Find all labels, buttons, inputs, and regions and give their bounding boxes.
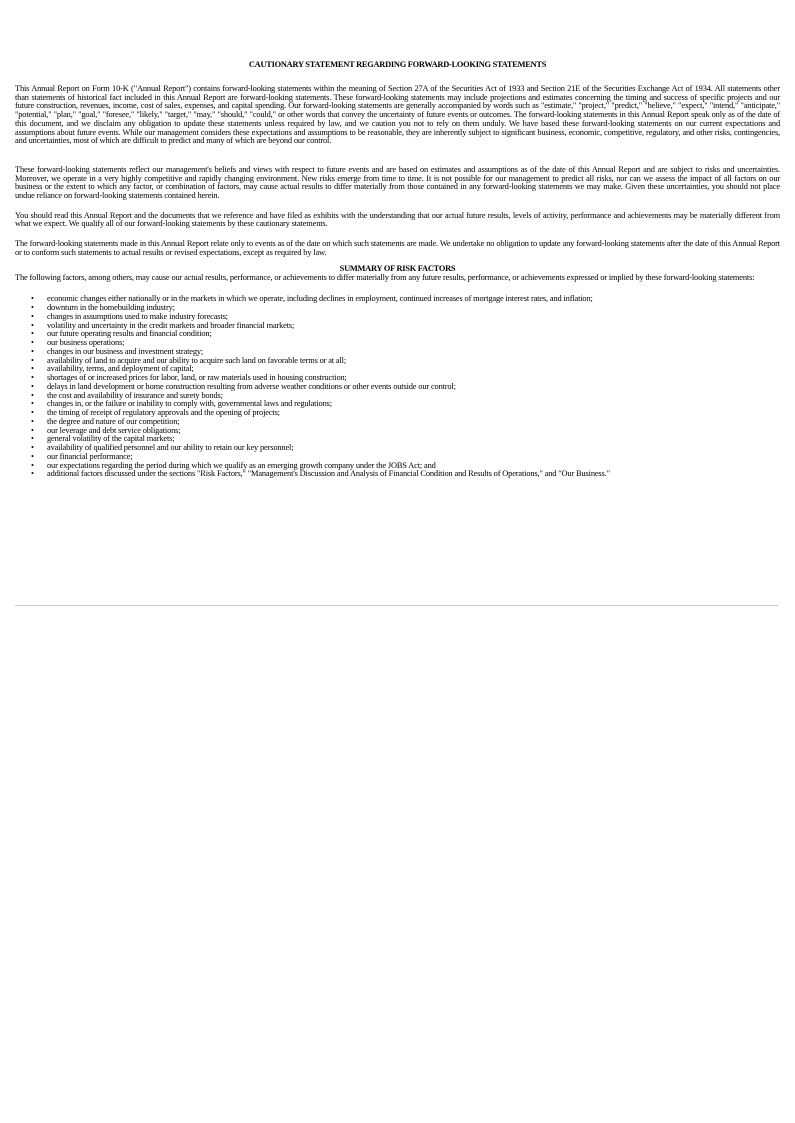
bullet-icon: •: [31, 443, 34, 452]
bullet-icon: •: [31, 373, 34, 382]
bullet-icon: •: [31, 399, 34, 409]
bullet-icon: •: [31, 320, 34, 330]
paragraph-read-annual-report: You should read this Annual Report and the documents that we reference and have filed as exhibits with the understanding that our actual future results, levels of activity, performance and achievements may be materially different from what we expect. We qualify all of our forward-looking statements by these cautionary statements.: [15, 210, 780, 229]
risk-factor-text: availability of qualified personnel and our ability to retain our key personnel;: [47, 443, 294, 452]
risk-factor-text: shortages of or increased prices for labor, land, or raw materials used in housing construction;: [47, 373, 347, 382]
page-title: CAUTIONARY STATEMENT REGARDING FORWARD-LOOKING STATEMENTS: [248, 60, 547, 69]
risk-factor-text: the degree and nature of our competition;: [47, 416, 180, 426]
bullet-icon: •: [31, 364, 34, 374]
risk-factor-text: availability, terms, and deployment of capital;: [47, 364, 194, 374]
risk-summary-intro: The following factors, among others, may cause our actual results, performance, or achievements to differ materially from any future results, performance, or achievements expressed or implied by these forward-looking statements:: [15, 272, 755, 282]
bullet-icon: •: [31, 303, 34, 312]
risk-factor-text: availability of land to acquire and our ability to acquire such land on favorable terms or at all;: [47, 355, 347, 365]
bullet-icon: •: [31, 425, 34, 435]
bullet-icon: •: [31, 329, 34, 339]
risk-factor-text: our business operations;: [47, 338, 125, 347]
risk-factor-text: changes in, or the failure or inability to comply with, governmental laws and regulations;: [47, 399, 332, 409]
risk-factor-text: additional factors discussed under the sections "Risk Factors," "Management's Discussion and Analysis of Financial Condition and Results of Operations," and "Our Business.": [47, 469, 610, 479]
risk-summary-heading: SUMMARY OF RISK FACTORS: [339, 263, 456, 273]
bullet-icon: •: [31, 451, 34, 461]
paragraph-no-obligation: The forward-looking statements made in this Annual Report relate only to events as of the date on which such statements are made. We undertake no obligation to update any forward-looking statements after the date of this Annual Report or to conform such statements to actual results or revised expectations, except as required by law.: [15, 239, 780, 257]
risk-factor-item: [15, 330, 780, 339]
risk-factor-text: general volatility of the capital markets;: [47, 434, 175, 444]
bullet-icon: •: [31, 311, 34, 321]
bullet-icon: •: [31, 355, 34, 365]
risk-factor-text: changes in assumptions used to make industry forecasts;: [47, 311, 228, 321]
risk-factor-list: [15, 295, 780, 479]
paragraph-management-beliefs: These forward-looking statements reflect our management's beliefs and views with respect to future events and are based on estimates and assumptions as of the date of this Annual Report and are subject to risks and uncertainties. Moreover, we operate in a very highly competitive and rapidly changing environment. New risks emerge from time to time. It is not possible for our management to predict all risks, nor can we assess the impact of all factors on our business or the extent to which any factor, or combination of factors, may cause actual results to differ materially from those contained in any forward-looking statements we may make. Given these uncertainties, you should not place undue reliance on forward-looking statements contained herein.: [15, 164, 780, 201]
bullet-icon: •: [31, 469, 34, 479]
risk-factor-item: [15, 470, 780, 479]
risk-factor-text: our expectations regarding the period during which we qualify as an emerging growth company under the JOBS Act; and: [47, 460, 436, 470]
risk-factor-text: the timing of receipt of regulatory approvals and the opening of projects;: [47, 408, 280, 417]
document-page: [15, 60, 780, 479]
risk-factor-text: our future operating results and financial condition;: [47, 329, 212, 339]
risk-factor-text: economic changes either nationally or in the markets in which we operate, including declines in employment, continued increases of mortgage interest rates, and inflation;: [47, 294, 593, 304]
bullet-icon: •: [31, 408, 34, 417]
bullet-icon: •: [31, 390, 34, 400]
risk-factor-text: downturn in the homebuilding industry;: [47, 303, 175, 312]
risk-factor-text: volatility and uncertainty in the credit markets and broader financial markets;: [47, 320, 295, 330]
bullet-icon: •: [31, 416, 34, 426]
paragraph-forward-looking-intro: This Annual Report on Form 10-K ("Annual Report") contains forward-looking statements within the meaning of Section 27A of the Securities Act of 1933 and Section 21E of the Securities Exchange Act of 1934. All statements other than statements of historical fact included in this Annual Report are forward-looking statements. These forward-looking statements may include projections and estimates concerning the timing and success of specific projects and our future construction, revenues, income, cost of sales, expenses, and capital spending. Our forward-looking statements are generally accompanied by words such as "estimate," "project," "predict," "believe," "expect," "intend," "anticipate," "potential," "plan," "goal," "foresee," "likely," "target," "may," "should," "could," or other words that convey the uncertainty of future events or outcomes. The forward-looking statements in this Annual Report speak only as of the date of this document, and we disclaim any obligation to update these statements unless required by law, and we caution you not to rely on them unduly. We have based these forward-looking statements on our current expectations and assumptions about future events. While our management considers these expectations and assumptions to be reasonable, they are inherently subject to significant business, economic, competitive, regulatory, and other risks, contingencies, and uncertainties, most of which are difficult to predict and many of which are beyond our control.: [15, 84, 780, 146]
bullet-icon: •: [31, 294, 34, 304]
bullet-icon: •: [31, 346, 34, 356]
bullet-icon: •: [31, 434, 34, 444]
risk-factor-text: our financial performance;: [47, 451, 133, 461]
page-divider: [15, 605, 778, 606]
risk-factor-text: the cost and availability of insurance and surety bonds;: [47, 390, 223, 400]
bullet-icon: •: [31, 338, 34, 347]
risk-factor-text: changes in our business and investment strategy;: [47, 346, 204, 356]
bullet-icon: •: [31, 460, 34, 470]
risk-factor-text: our leverage and debt service obligations;: [47, 425, 181, 435]
bullet-icon: •: [31, 381, 34, 391]
risk-factor-text: delays in land development or home construction resulting from adverse weather conditions or other events outside our control;: [47, 381, 456, 391]
